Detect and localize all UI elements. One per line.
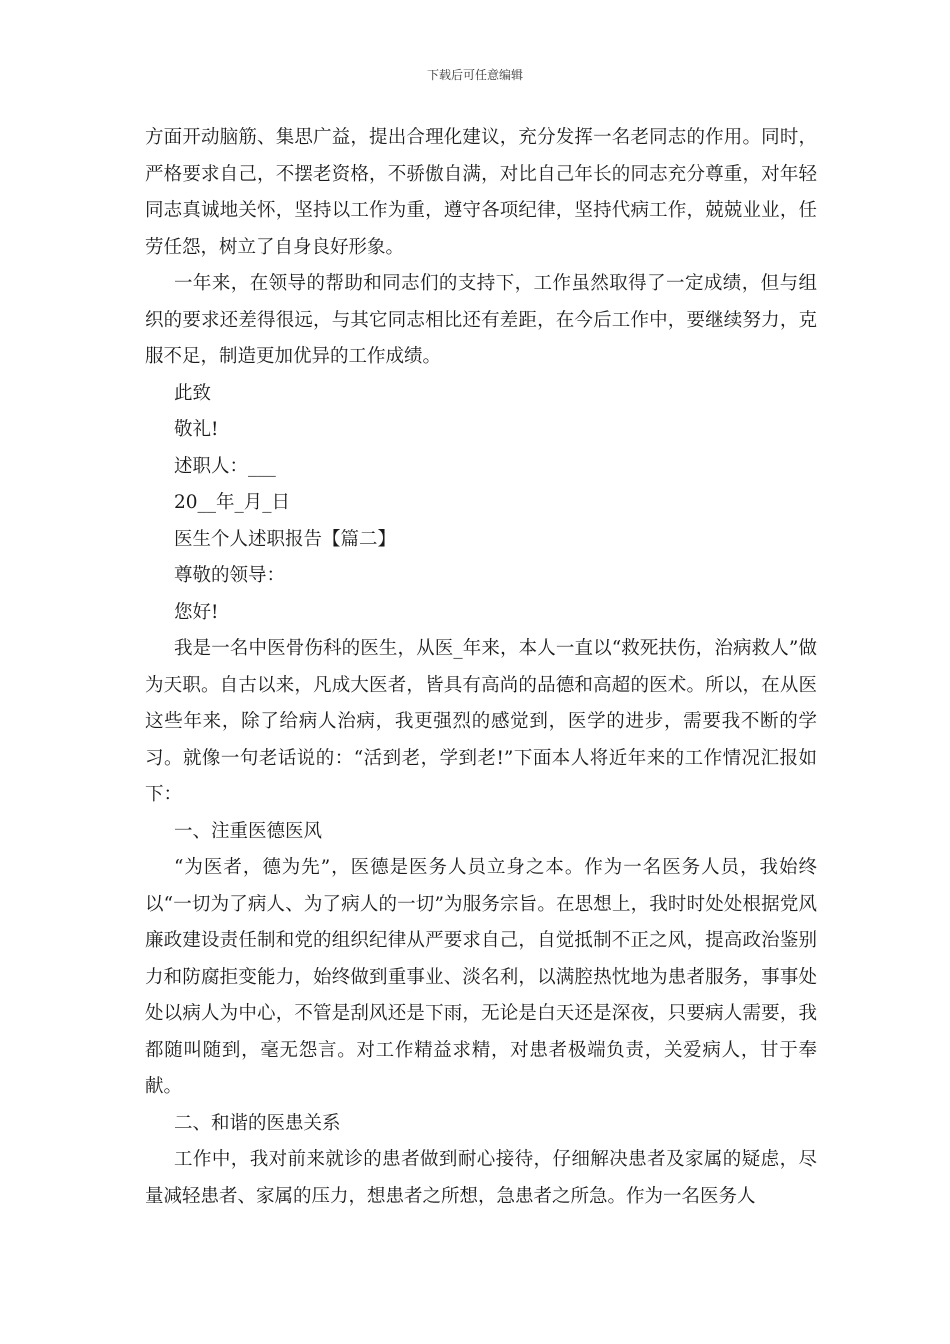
- section-heading-1: 一、注重医德医风: [174, 820, 323, 842]
- closing-line-2: 敬礼!: [174, 419, 219, 440]
- reporter-signature: 述职人：___: [174, 455, 276, 477]
- salutation: 尊敬的领导：: [174, 565, 286, 586]
- paragraph-continued: 方面开动脑筋、集思广益，提出合理化建议，充分发挥一名老同志的作用。同时，严格要求自己，不摆老资格，不骄傲自满，对比自己年长的同志充分尊重，对年轻同志真诚地关怀，坚持以工作为重，遵守各项纪律，坚持代病工作，兢兢业业，任劳任怨，树立了自身良好形象。: [145, 127, 817, 258]
- closing-line-1: 此致: [174, 382, 212, 404]
- section-title: 医生个人述职报告【篇二】: [174, 528, 397, 550]
- greeting: 您好!: [174, 601, 219, 623]
- paragraph-intro: 我是一名中医骨伤科的医生，从医_年来，本人一直以“救死扶伤，治病救人”做为天职。自古以来，凡成大医者，皆具有高尚的品德和高超的医术。所以，在从医这些年来，除了给病人治病，我更强烈的感觉到，医学的进步，需要我不断的学习。就像一句老话说的：“活到老，学到老!”下面本人将近年来的工作情况汇报如下：: [145, 638, 817, 805]
- document-body: [145, 120, 817, 1215]
- paragraph-summary: 一年来，在领导的帮助和同志们的支持下，工作虽然取得了一定成绩，但与组织的要求还差得很远，与其它同志相比还有差距，在今后工作中，要继续努力，克服不足，制造更加优异的工作成绩。: [145, 273, 817, 367]
- page-header-note: 下载后可任意编辑: [426, 68, 523, 82]
- section-heading-2: 二、和谐的医患关系: [174, 1112, 341, 1134]
- paragraph-relations: 工作中，我对前来就诊的患者做到耐心接待，仔细解决患者及家属的疑虑，尽量减轻患者、家属的压力，想患者之所想，急患者之所急。作为一名医务人: [145, 1149, 817, 1207]
- date-line: 20__年_月_日: [174, 492, 291, 513]
- paragraph-ethics: “为医者，德为先”，医德是医务人员立身之本。作为一名医务人员，我始终以“一切为了病人、为了病人的一切”为服务宗旨。在思想上，我时时处处根据党风廉政建设责任制和党的组织纪律从严要求自己，自觉抵制不正之风，提高政治鉴别力和防腐拒变能力，始终做到重事业、淡名利，以满腔热忱地为患者服务，事事处处以病人为中心，不管是刮风还是下雨，无论是白天还是深夜，只要病人需要，我都随叫随到，毫无怨言。对工作精益求精，对患者极端负责，关爱病人，甘于奉献。: [145, 857, 817, 1097]
